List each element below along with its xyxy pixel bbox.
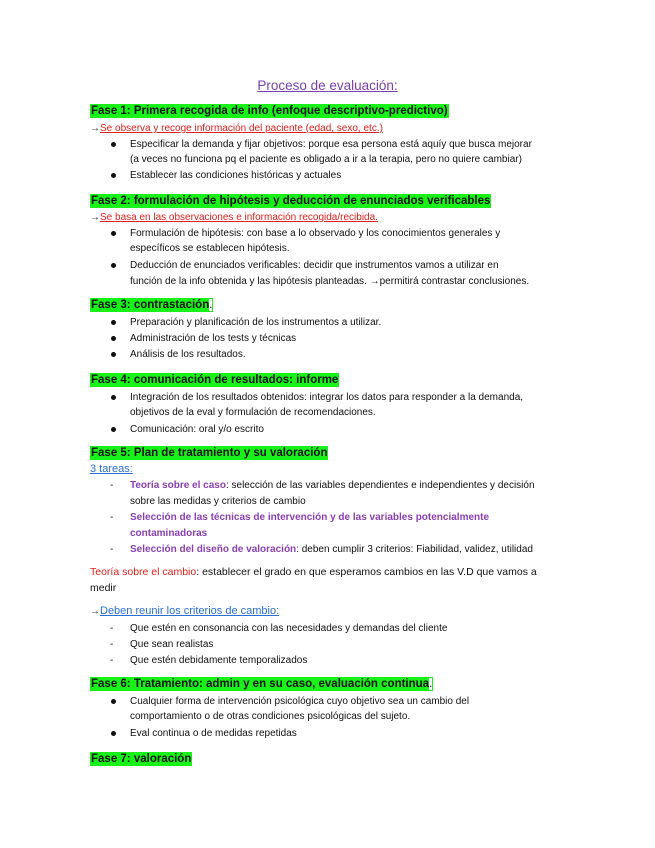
fase4-bullet-2: Comunicación: oral y/o escrito bbox=[130, 424, 264, 435]
fase5-cambio-cont: medir bbox=[90, 582, 117, 594]
fase6-bullet-2: Eval continua o de medidas repetidas bbox=[130, 728, 297, 739]
fase2-bullet-2: Deducción de enunciados verificables: decidir que instrumentos vamos a utilizar en bbox=[130, 260, 499, 271]
fase4-bullet-1-cont: objetivos de la eval y formulación de recomendaciones. bbox=[130, 407, 376, 418]
bullet-icon bbox=[111, 336, 116, 341]
fase5-task-1-cont: sobre las medidas y criterios de cambio bbox=[130, 496, 306, 507]
fase5-criterio-2: Que sean realistas bbox=[130, 639, 214, 650]
fase5-task-3-text: : deben cumplir 3 criterios: Fiabilidad, validez, utilidad bbox=[296, 544, 533, 555]
fase5-cambio-label: Teoría sobre el cambio bbox=[90, 566, 197, 578]
fase1-bullet-1-cont: (a veces no funciona pq el paciente es obligado a ir a la terapia, pero no quiere cambiar) bbox=[130, 154, 522, 165]
fase6-heading bbox=[90, 677, 433, 691]
bullet-icon bbox=[111, 352, 116, 357]
fase5-task-1-text: : selección de las variables dependientes e independientes y decisión bbox=[225, 480, 535, 491]
fase3-bullet-3: Análisis de los resultados. bbox=[130, 349, 246, 360]
fase2-bullet-2-cont: función de la info obtenida y las hipótesis planteadas. →permitirá contrastar conclusiones. bbox=[130, 276, 530, 287]
bullet-icon bbox=[111, 142, 116, 147]
fase5-criterio-1: Que estén en consonancia con las necesidades y demandas del cliente bbox=[130, 623, 448, 634]
arrow-icon: → bbox=[90, 212, 100, 223]
fase3-bullet-2: Administración de los tests y técnicas bbox=[130, 333, 297, 344]
fase5-tareas: 3 tareas: bbox=[90, 463, 133, 475]
bullet-icon bbox=[111, 173, 116, 178]
fase6-heading-tail: . bbox=[429, 678, 433, 690]
fase6-bullet-1: Cualquier forma de intervención psicológica cuyo objetivo sea un cambio del bbox=[130, 696, 470, 707]
dash-marker: - bbox=[110, 623, 114, 634]
fase5-task-3 bbox=[130, 542, 533, 557]
fase5-heading: Fase 5: Plan de tratamiento y su valoración bbox=[91, 447, 328, 459]
fase6-bullet-1-cont: comportamiento o de otras condiciones psicológicas del sujeto. bbox=[130, 711, 411, 722]
fase2-bullet-1-cont: específicos se establecen hipótesis. bbox=[130, 243, 290, 254]
bullet-icon bbox=[111, 731, 116, 736]
fase4-bullet-1: Integración de los resultados obtenidos: integrar los datos para responder a la demanda, bbox=[130, 392, 524, 403]
bullet-icon bbox=[111, 320, 116, 325]
fase2-note: Se basa en las observaciones e información recogida/recibida. bbox=[100, 212, 378, 223]
fase5-cambio-text: : establecer el grado en que esperamos cambios en las V.D que vamos a bbox=[196, 566, 537, 578]
fase1-bullet-2: Establecer las condiciones históricas y actuales bbox=[130, 170, 342, 181]
fase3-bullet-1: Preparación y planificación de los instrumentos a utilizar. bbox=[130, 317, 382, 328]
dash-marker: - bbox=[110, 512, 114, 523]
bullet-icon bbox=[111, 699, 116, 704]
arrow-icon: → bbox=[90, 606, 100, 617]
fase5-criterios-line bbox=[90, 605, 279, 618]
fase3-heading-tail: . bbox=[209, 299, 213, 311]
fase5-criterio-3: Que estén debidamente temporalizados bbox=[130, 655, 308, 666]
dash-marker: - bbox=[110, 480, 114, 491]
bullet-icon bbox=[111, 395, 116, 400]
dash-marker: - bbox=[110, 639, 114, 650]
fase1-note: Se observa y recoge información del paciente (edad, sexo, etc.) bbox=[100, 123, 383, 134]
fase3-heading bbox=[90, 298, 213, 312]
fase5-task-1-label: Teoría sobre el caso bbox=[130, 480, 226, 491]
dash-marker: - bbox=[110, 544, 114, 555]
fase5-cambio bbox=[90, 566, 537, 579]
fase5-task-3-label: Selección del diseño de valoración bbox=[130, 544, 297, 555]
dash-marker: - bbox=[110, 655, 114, 666]
fase4-heading: Fase 4: comunicación de resultados: informe bbox=[91, 374, 339, 386]
fase5-task-2-cont: contaminadoras bbox=[130, 528, 208, 539]
fase6-heading-text: Fase 6: Tratamiento: admin y en su caso, evaluación continua bbox=[91, 678, 430, 690]
fase1-heading: Fase 1: Primera recogida de info (enfoque descriptivo-predictivo) bbox=[91, 105, 448, 117]
arrow-icon: → bbox=[90, 123, 100, 134]
fase1-bullet-1: Especificar la demanda y fijar objetivos: porque esa persona está aquíy que busca mejorar bbox=[130, 139, 532, 150]
bullet-icon bbox=[111, 263, 116, 268]
fase2-bullet-1: Formulación de hipótesis: con base a lo observado y los conocimientos generales y bbox=[130, 228, 501, 239]
fase2-note-line bbox=[90, 211, 378, 224]
fase5-criterios-title: Deben reunir los criterios de cambio: bbox=[100, 605, 280, 617]
fase3-heading-text: Fase 3: contrastación bbox=[91, 299, 210, 311]
fase1-note-line bbox=[90, 122, 383, 135]
fase5-task-1 bbox=[130, 478, 535, 493]
fase7-heading: Fase 7: valoración bbox=[91, 753, 192, 765]
fase5-task-2: Selección de las técnicas de intervención y de las variables potencialmente bbox=[130, 512, 490, 523]
fase2-heading: Fase 2: formulación de hipótesis y deducción de enunciados verificables bbox=[91, 195, 491, 207]
document-title: Proceso de evaluación: bbox=[257, 78, 398, 93]
bullet-icon bbox=[111, 427, 116, 432]
bullet-icon bbox=[111, 231, 116, 236]
